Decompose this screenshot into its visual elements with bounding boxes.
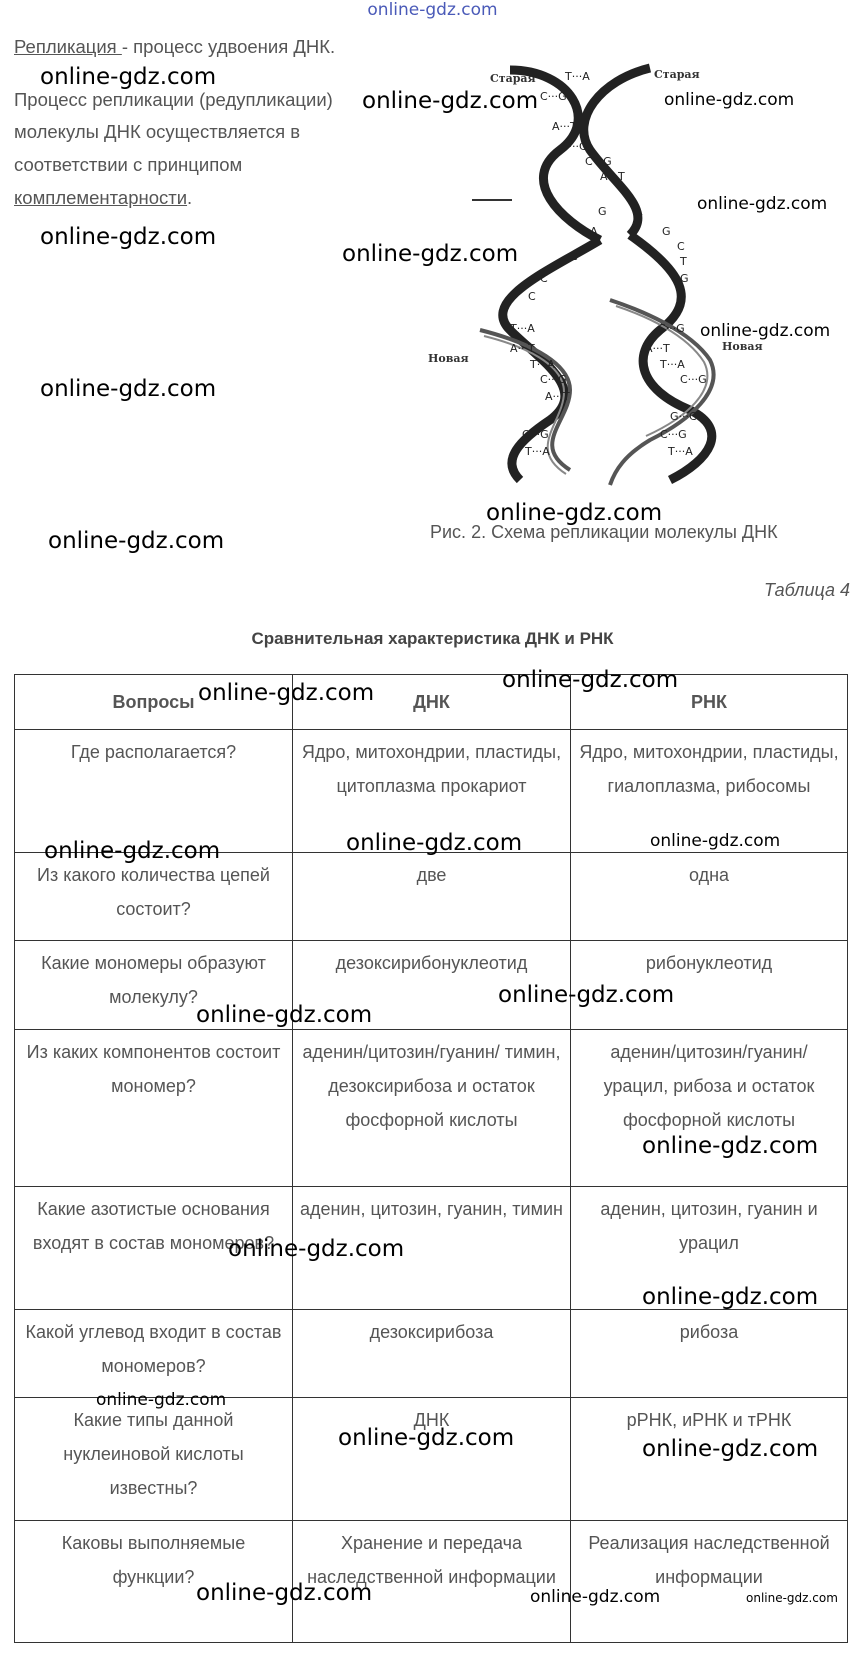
watermark: online-gdz.com <box>530 1587 661 1607</box>
svg-text:G···C: G···C <box>670 410 697 423</box>
rna-cell: Реализация наследственной информации <box>571 1521 848 1643</box>
svg-text:C: C <box>540 272 548 285</box>
dna-cell: две <box>293 853 571 941</box>
label-new-right: Новая <box>722 340 763 353</box>
question-cell: Где располагается? <box>15 730 293 853</box>
svg-text:A: A <box>635 205 643 218</box>
svg-text:C···G: C···G <box>540 90 567 103</box>
svg-text:C···G: C···G <box>660 428 687 441</box>
watermark: online-gdz.com <box>40 376 217 402</box>
watermark: online-gdz.com <box>642 1284 819 1310</box>
svg-text:G: G <box>680 272 689 285</box>
header-dna: ДНК <box>293 675 571 730</box>
watermark: online-gdz.com <box>338 1425 515 1451</box>
intro-line-3: соответствии с принципом <box>14 154 243 175</box>
question-cell: Из какого количества цепей состоит? <box>15 853 293 941</box>
svg-text:A···T: A···T <box>552 120 577 133</box>
svg-text:A···T: A···T <box>600 170 625 183</box>
svg-text:T: T <box>680 255 687 268</box>
watermark: online-gdz.com <box>44 838 221 864</box>
dna-cell: аденин, цитозин, гуанин, тимин <box>293 1187 571 1310</box>
question-cell: Какие азотистые основания входят в состав мономеров? <box>15 1187 293 1310</box>
svg-text:C: C <box>528 290 536 303</box>
term-replication: Репликация <box>14 36 122 57</box>
table-header-row <box>15 675 848 730</box>
rna-cell: одна <box>571 853 848 941</box>
watermark: online-gdz.com <box>362 88 539 114</box>
table-row <box>15 1030 848 1187</box>
watermark: online-gdz.com <box>498 982 675 1008</box>
dna-cell: аденин/цитозин/гуанин/ тимин, дезоксирибоза и остаток фосфорной кислоты <box>293 1030 571 1187</box>
table-number: Таблица 4 <box>763 580 850 600</box>
svg-text:T···A: T···A <box>668 445 693 458</box>
svg-text:C···G: C···G <box>680 373 707 386</box>
label-old-right: Старая <box>654 68 700 81</box>
rna-cell: Ядро, митохондрии, пластиды, гиалоплазма, рибосомы <box>571 730 848 853</box>
table-title: Сравнительная характеристика ДНК и РНК <box>251 629 614 648</box>
table-row <box>15 853 848 941</box>
dna-cell: ДНК <box>293 1398 571 1521</box>
svg-text:A···T: A···T <box>645 342 670 355</box>
svg-text:T···A: T···A <box>530 358 555 371</box>
watermark: online-gdz.com <box>664 90 795 110</box>
watermark: online-gdz.com <box>746 1591 838 1605</box>
svg-text:T···A: T···A <box>510 322 535 335</box>
svg-text:T···A: T···A <box>660 358 685 371</box>
definition-text: - процесс удвоения ДНК. <box>121 36 336 57</box>
svg-text:C···G: C···G <box>522 428 549 441</box>
dna-cell: дезоксирибонуклеотид <box>293 941 571 1030</box>
watermark: online-gdz.com <box>642 1133 819 1159</box>
intro-line-4: комплементарности. <box>14 187 193 208</box>
table-row <box>15 941 848 1030</box>
watermark: online-gdz.com <box>642 1436 819 1462</box>
svg-text:A···T: A···T <box>545 390 570 403</box>
term-complementarity: комплементарности <box>14 187 188 208</box>
rna-cell: аденин, цитозин, гуанин и урацил <box>571 1187 848 1310</box>
table-row <box>15 1310 848 1398</box>
dna-cell: Ядро, митохондрии, пластиды, цитоплазма прокариот <box>293 730 571 853</box>
watermark: online-gdz.com <box>198 680 375 706</box>
table-row <box>15 1521 848 1643</box>
watermark: online-gdz.com <box>697 194 828 214</box>
intro-line-2: молекулы ДНК осуществляется в <box>14 121 301 142</box>
rna-cell: аденин/цитозин/гуанин/ урацил, рибоза и остаток фосфорной кислоты <box>571 1030 848 1187</box>
question-cell: Какие мономеры образуют молекулу? <box>15 941 293 1030</box>
question-cell: Какие типы данной нуклеиновой кислоты известны? <box>15 1398 293 1521</box>
watermark: online-gdz.com <box>96 1390 227 1410</box>
watermark: online-gdz.com <box>700 321 831 341</box>
question-cell: Из каких компонентов состоит мономер? <box>15 1030 293 1187</box>
svg-text:G···C: G···C <box>560 140 587 153</box>
question-cell: Какой углевод входит в состав мономеров? <box>15 1310 293 1398</box>
question-cell: Каковы выполняемые функции? <box>15 1521 293 1643</box>
watermark: online-gdz.com <box>228 1236 405 1262</box>
svg-text:T···A: T···A <box>525 445 550 458</box>
site-header-label[interactable]: online-gdz.com <box>367 0 498 20</box>
figure-caption: Рис. 2. Схема репликации молекулы ДНК <box>430 522 778 542</box>
intro-definition-line <box>14 36 335 58</box>
svg-text:C: C <box>570 250 578 263</box>
dna-cell: Хранение и передача наследственной информации <box>293 1521 571 1643</box>
svg-text:T···A: T···A <box>565 70 590 83</box>
watermark: online-gdz.com <box>346 830 523 856</box>
label-new-left: Новая <box>428 352 469 365</box>
svg-text:G: G <box>662 225 671 238</box>
rna-cell: рибонуклеотид <box>571 941 848 1030</box>
header-rna: РНК <box>571 675 848 730</box>
watermark: online-gdz.com <box>502 667 679 693</box>
svg-text:C···G: C···G <box>585 155 612 168</box>
watermark: online-gdz.com <box>40 224 217 250</box>
svg-text:A···T: A···T <box>510 342 535 355</box>
svg-text:A: A <box>590 225 598 238</box>
svg-text:G: G <box>598 205 607 218</box>
rna-cell: рРНК, иРНК и тРНК <box>571 1398 848 1521</box>
header-questions: Вопросы <box>15 675 293 730</box>
watermark: online-gdz.com <box>650 831 781 851</box>
watermark: online-gdz.com <box>342 241 519 267</box>
watermark: online-gdz.com <box>40 64 217 90</box>
watermark: online-gdz.com <box>48 528 225 554</box>
svg-text:C···G: C···G <box>658 322 685 335</box>
intro-line-1: Процесс репликации (редупликации) <box>14 89 333 110</box>
watermark: online-gdz.com <box>196 1002 373 1028</box>
label-old-left: Старая <box>490 72 536 85</box>
watermark: online-gdz.com <box>196 1580 373 1606</box>
watermark: online-gdz.com <box>486 500 663 526</box>
dna-cell: дезоксирибоза <box>293 1310 571 1398</box>
svg-text:C···G: C···G <box>540 373 567 386</box>
svg-text:C: C <box>677 240 685 253</box>
rna-cell: рибоза <box>571 1310 848 1398</box>
